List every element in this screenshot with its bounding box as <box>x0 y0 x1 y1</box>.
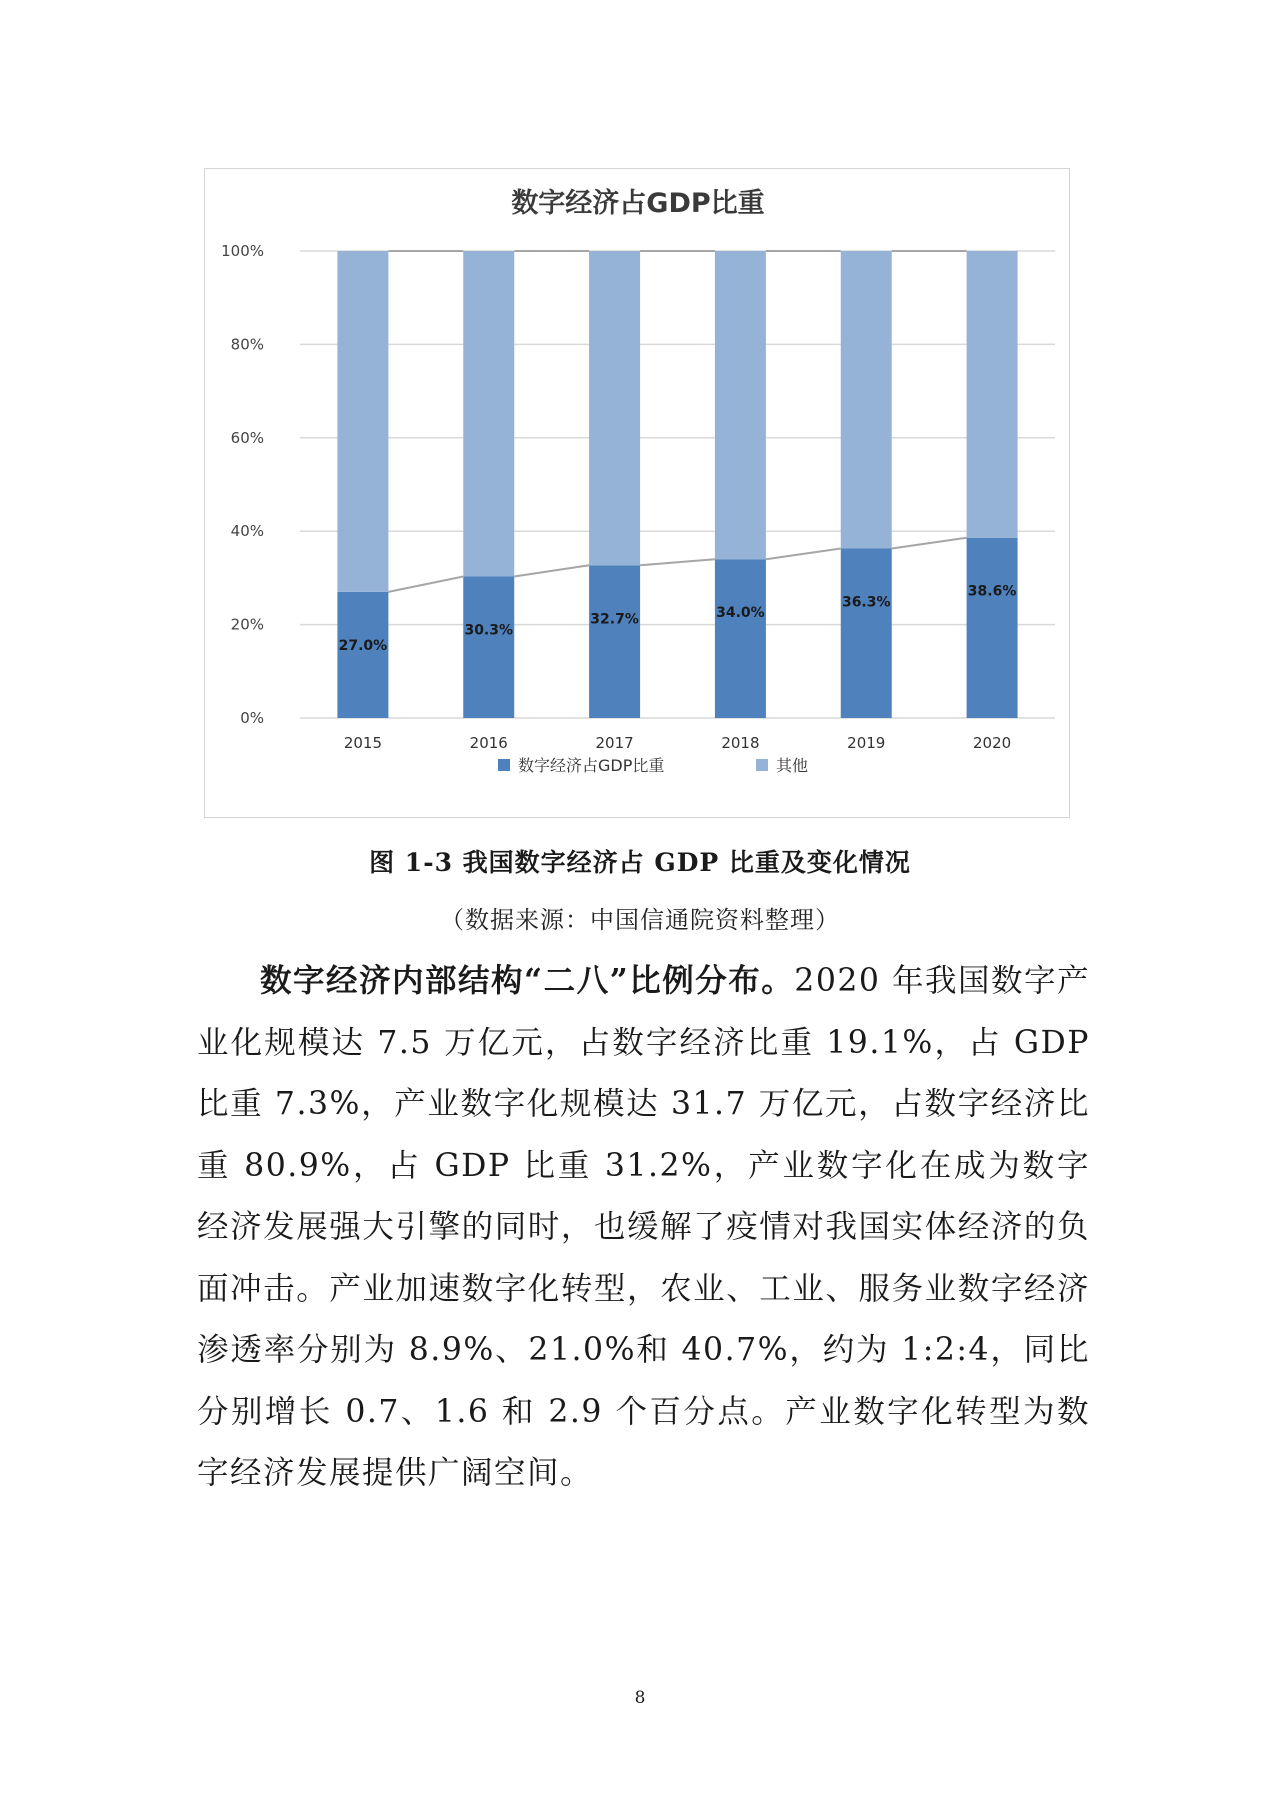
stacked-bar-chart <box>205 169 1071 819</box>
y-tick-label: 80% <box>230 335 264 354</box>
bar-digital-economy <box>967 538 1018 718</box>
y-tick-label: 60% <box>230 428 264 447</box>
page-number: 8 <box>634 1688 646 1708</box>
bars <box>337 251 1017 718</box>
series-line-digital <box>766 548 841 559</box>
bar-other <box>715 251 766 559</box>
body-paragraph <box>197 950 1090 1505</box>
y-tick-label: 0% <box>240 709 264 727</box>
series-line-digital <box>892 538 967 549</box>
chart-title: 数字经济占GDP比重 <box>511 188 765 219</box>
legend-swatch <box>756 759 768 771</box>
x-category-label: 2017 <box>595 734 634 752</box>
data-label: 30.3% <box>464 622 514 639</box>
bar-digital-economy <box>841 548 892 718</box>
figure-caption: 图 1-3 我国数字经济占 GDP 比重及变化情况 <box>369 848 911 877</box>
series-line-digital <box>388 576 463 591</box>
y-tick-label: 20% <box>230 615 264 634</box>
x-category-label: 2018 <box>721 734 760 752</box>
x-category-label: 2016 <box>469 734 508 752</box>
bar-other <box>337 251 388 592</box>
legend-swatch <box>498 759 510 771</box>
legend-label: 数字经济占GDP比重 <box>518 756 665 775</box>
figure-source: （数据来源：中国信通院资料整理） <box>440 906 840 934</box>
bar-digital-economy <box>589 565 640 718</box>
data-label: 36.3% <box>841 594 891 611</box>
data-label: 38.6% <box>967 583 1017 600</box>
bar-other <box>463 251 514 576</box>
bar-digital-economy <box>337 592 388 718</box>
data-label: 32.7% <box>590 611 639 628</box>
x-category-label: 2019 <box>847 734 886 752</box>
legend-label: 其他 <box>776 756 809 775</box>
bar-digital-economy <box>463 576 514 718</box>
series-line-digital <box>640 559 715 565</box>
bar-other <box>841 251 892 548</box>
paragraph-lead: 数字经济内部结构“二八”比例分布。 <box>260 962 795 999</box>
data-label: 34.0% <box>716 605 765 622</box>
data-label: 27.0% <box>338 637 388 654</box>
gridlines <box>300 251 1055 718</box>
bar-other <box>589 251 640 565</box>
legend <box>498 756 808 775</box>
data-labels <box>339 584 1017 654</box>
y-tick-label: 40% <box>230 522 264 541</box>
y-tick-label: 100% <box>221 242 264 260</box>
series-line-digital <box>514 565 589 576</box>
chart-container <box>204 168 1070 818</box>
bar-digital-economy <box>715 559 766 718</box>
bar-other <box>967 251 1018 538</box>
x-category-label: 2020 <box>972 734 1012 752</box>
paragraph-text: 2020 年我国数字产业化规模达 7.5 万亿元，占数字经济比重 19.1%，占 GDP 比重 7.3%，产业数字化规模达 31.7 万亿元，占数字经济比重 80.9%，占 GDP 比重 31.2%，产业数字化在成为数字经济发展强大引擎的同时，也缓解了疫情对我国实体经济的负面冲击。产业加速数字化转型，农业、工业、服务业数字经济渗透率分别为 8.9%、21.0%和 40.7%，约为 1:2:4，同比分别增长 0.7、1.6 和 2.9 个百分点。产业数字化转型为数字经济发展提供广阔空间。 <box>197 963 1090 1491</box>
x-category-label: 2015 <box>343 734 383 752</box>
